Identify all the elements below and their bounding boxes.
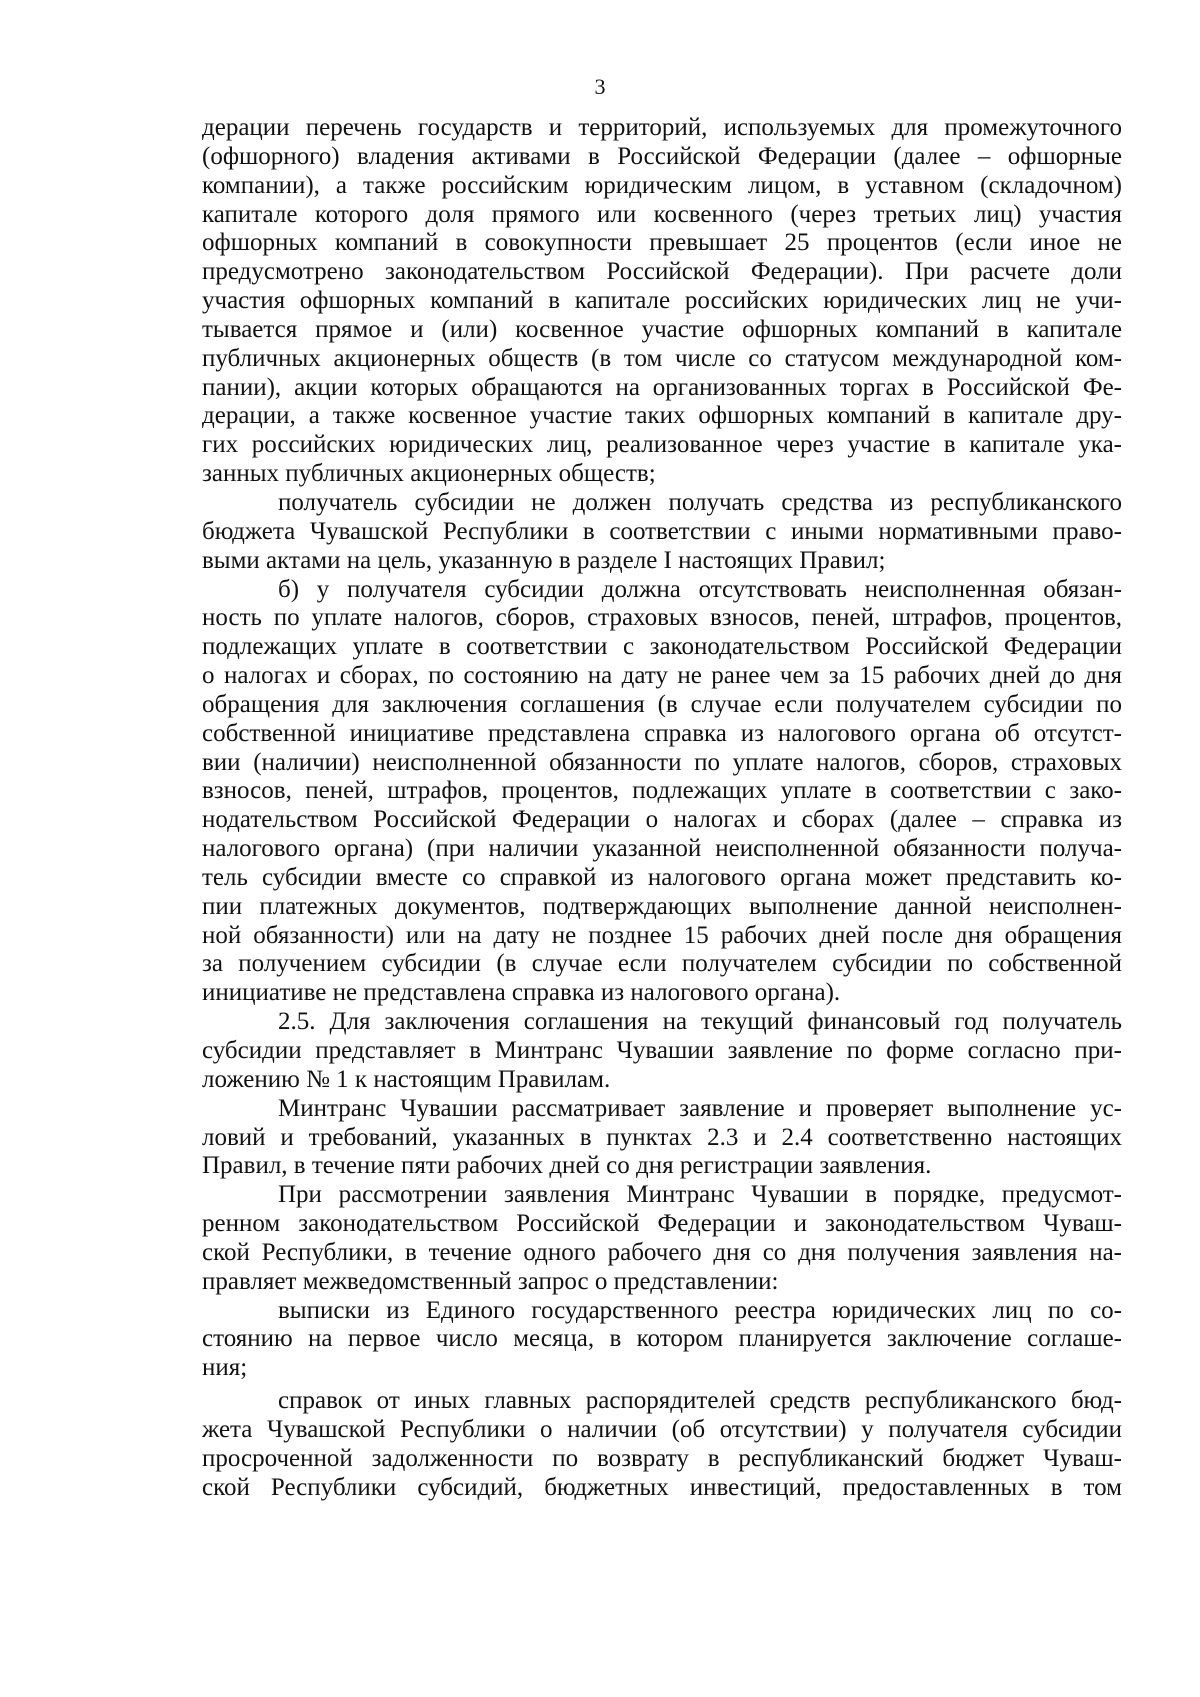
text-line: 2.5. Для заключения соглашения на текущий финансовый год получатель: [278, 1008, 1122, 1036]
text-line: дерации, а также косвенное участие таких офшорных компаний в капитале дру-: [202, 402, 1122, 430]
text-line: ловий и требований, указанных в пунктах 2.3 и 2.4 соответственно настоящих: [202, 1123, 1122, 1151]
text-line: ния;: [202, 1354, 248, 1382]
text-line: ной обязанности) или на дату не позднее 15 рабочих дней после дня обращения: [202, 921, 1122, 949]
text-line: При рассмотрении заявления Минтранс Чувашии в порядке, предусмот-: [278, 1181, 1122, 1209]
text-line: компании), а также российским юридическим лицом, в уставном (складочном): [202, 171, 1122, 199]
text-line: ской Республики, в течение одного рабочего дня со дня получения заявления на-: [202, 1238, 1122, 1266]
text-line: ренном законодательством Российской Федерации и законодательством Чуваш-: [202, 1210, 1122, 1238]
text-line: собственной инициативе представлена справка из налогового органа об отсутст-: [202, 719, 1122, 747]
document-body-text: [202, 114, 1122, 1503]
text-line: Минтранс Чувашии рассматривает заявление и проверяет выполнение ус-: [278, 1094, 1122, 1122]
text-line: жета Чувашской Республики о наличии (об отсутствии) у получателя субсидии: [202, 1415, 1122, 1443]
text-line: за получением субсидии (в случае если получателем субсидии по собственной: [202, 950, 1122, 978]
text-line: тель субсидии вместе со справкой из налогового органа может представить ко-: [202, 863, 1122, 891]
text-line: подлежащих уплате в соответствии с законодательством Российской Федерации: [202, 633, 1122, 661]
text-line: ность по уплате налогов, сборов, страховых взносов, пеней, штрафов, процентов,: [202, 604, 1122, 632]
text-line: инициативе не представлена справка из налогового органа).: [202, 979, 841, 1007]
text-line: взносов, пеней, штрафов, процентов, подлежащих уплате в соответствии с зако-: [202, 777, 1122, 805]
text-line: публичных акционерных обществ (в том числе со статусом международной ком-: [202, 344, 1122, 372]
text-line: пании), акции которых обращаются на организованных торгах в Российской Фе-: [202, 373, 1122, 401]
text-line: дерации перечень государств и территорий, используемых для промежуточного: [202, 114, 1122, 141]
text-line: субсидии представляет в Минтранс Чувашии заявление по форме согласно при-: [202, 1037, 1122, 1064]
text-line: бюджета Чувашской Республики в соответствии с иными нормативными право-: [202, 517, 1122, 545]
text-line: справок от иных главных распорядителей средств республиканского бюд-: [278, 1387, 1122, 1415]
text-line: о налогах и сборах, по состоянию на дату не ранее чем за 15 рабочих дней до дня: [202, 662, 1122, 690]
text-line: правляет межведомственный запрос о представлении:: [202, 1267, 779, 1295]
text-line: Правил, в течение пяти рабочих дней со дня регистрации заявления.: [202, 1152, 932, 1180]
text-line: тывается прямое и (или) косвенное участие офшорных компаний в капитале: [202, 315, 1122, 343]
text-line: б) у получателя субсидии должна отсутствовать неисполненная обязан-: [278, 575, 1122, 603]
text-line: выми актами на цель, указанную в разделе I настоящих Правил;: [202, 546, 886, 574]
text-line: занных публичных акционерных обществ;: [202, 460, 656, 488]
text-line: офшорных компаний в совокупности превышает 25 процентов (если иное не: [202, 229, 1122, 257]
text-line: капитале которого доля прямого или косвенного (через третьих лиц) участия: [202, 200, 1122, 228]
text-line: гих российских юридических лиц, реализованное через участие в капитале ука-: [202, 431, 1122, 459]
text-line: налогового органа) (при наличии указанной неисполненной обязанности получа-: [202, 835, 1122, 863]
text-line: ложению № 1 к настоящим Правилам.: [202, 1065, 611, 1093]
text-line: ской Республики субсидий, бюджетных инвестиций, предоставленных в том: [202, 1473, 1122, 1501]
text-line: просроченной задолженности по возврату в республиканский бюджет Чуваш-: [202, 1444, 1122, 1472]
text-line: пии платежных документов, подтверждающих выполнение данной неисполнен-: [202, 892, 1122, 920]
text-line: (офшорного) владения активами в Российской Федерации (далее – офшорные: [202, 142, 1122, 170]
text-line: участия офшорных компаний в капитале российских юридических лиц не учи-: [202, 287, 1122, 315]
text-line: предусмотрено законодательством Российской Федерации). При расчете доли: [202, 258, 1122, 286]
text-line: обращения для заключения соглашения (в случае если получателем субсидии по: [202, 690, 1122, 718]
text-line: получатель субсидии не должен получать средства из республиканского: [278, 488, 1122, 516]
text-line: выписки из Единого государственного реестра юридических лиц по со-: [278, 1296, 1122, 1324]
text-line: стоянию на первое число месяца, в котором планируется заключение соглаше-: [202, 1325, 1122, 1353]
text-line: вии (наличии) неисполненной обязанности по уплате налогов, сборов, страховых: [202, 748, 1122, 776]
text-line: нодательством Российской Федерации о налогах и сборах (далее – справка из: [202, 806, 1122, 834]
page-number: 3: [594, 74, 606, 99]
